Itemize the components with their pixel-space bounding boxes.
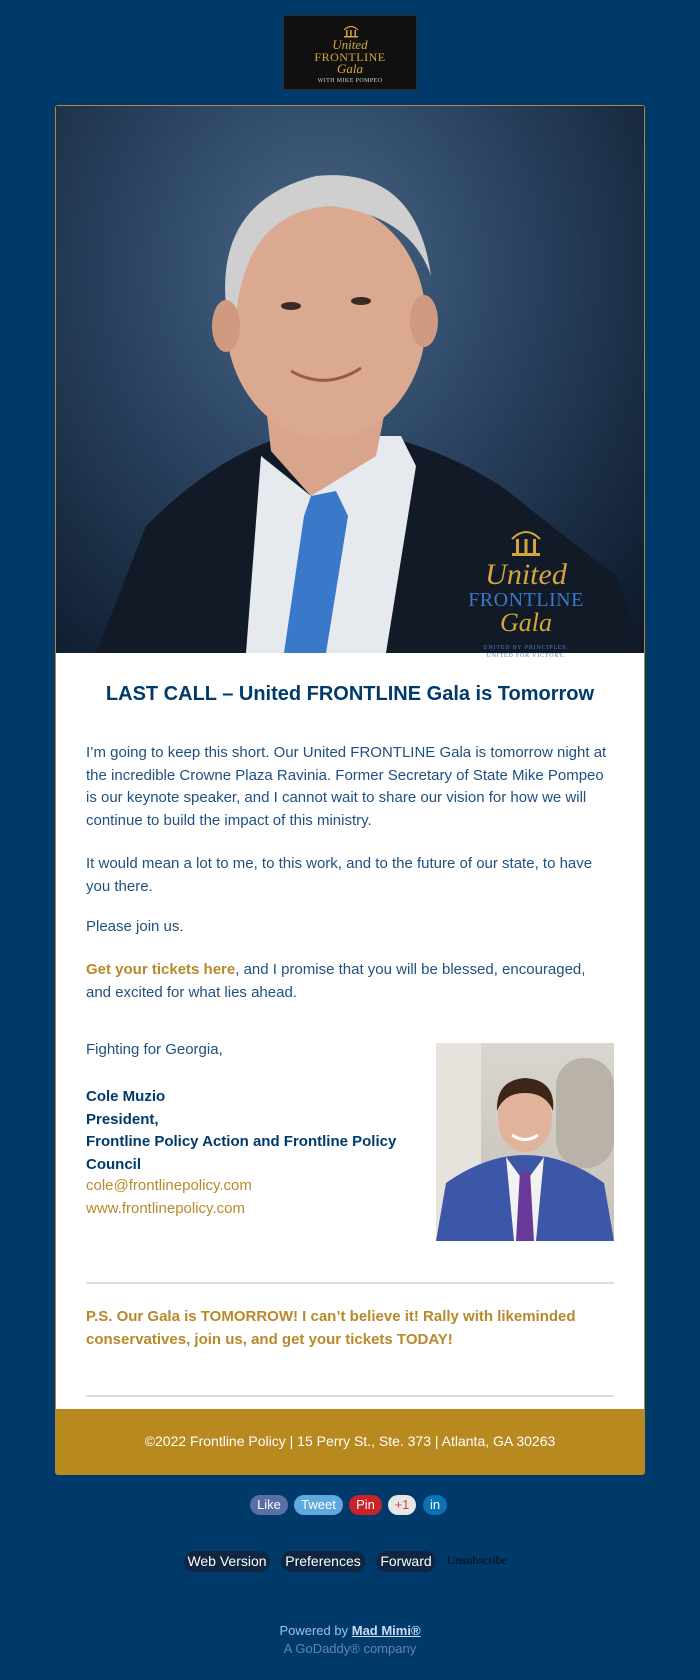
signature-title: President, xyxy=(86,1110,159,1128)
unsubscribe-link[interactable]: Unsubscribe xyxy=(447,1553,507,1567)
gala-logo[interactable] xyxy=(283,15,417,90)
tickets-link[interactable]: Get your tickets here xyxy=(86,961,236,978)
paragraph-tickets-rest: , and I promise that you will be blessed, encouraged, and excited for what lies ahead. xyxy=(86,961,586,1001)
signature-name: Cole Muzio xyxy=(86,1088,166,1105)
email-card xyxy=(55,105,645,1475)
badge-gala: Gala xyxy=(500,608,552,637)
pinterest-pin-button[interactable]: Pin xyxy=(349,1495,382,1515)
badge-united: United xyxy=(485,558,567,591)
linkedin-button[interactable]: in xyxy=(423,1495,447,1515)
logo-line-gala: Gala xyxy=(337,61,363,76)
logo-line-frontline: FRONTLINE xyxy=(314,50,386,64)
divider xyxy=(86,1282,614,1284)
gala-badge xyxy=(461,526,591,660)
hero-image xyxy=(56,106,644,659)
author-portrait xyxy=(436,1043,614,1241)
facebook-like-button[interactable]: Like xyxy=(250,1495,288,1515)
footer-address: ©2022 Frontline Policy | 15 Perry St., Ste. 373 | Atlanta, GA 30263 xyxy=(56,1409,644,1474)
postscript: P.S. Our Gala is TOMORROW! I can’t believe it! Rally with likeminded conservatives, join us, and get your tickets TODAY! xyxy=(86,1308,576,1348)
logo-line-united: United xyxy=(332,37,368,52)
paragraph-intro: I’m going to keep this short. Our United FRONTLINE Gala is tomorrow night at the incredible Crowne Plaza Ravinia. Former Secretary of State Mike Pompeo is our keynote speaker, and I cannot wait to share our vision for how we will continue to build the impact of this ministry. xyxy=(86,744,607,829)
email-headline: LAST CALL – United FRONTLINE Gala is Tomorrow xyxy=(105,683,595,705)
preferences-link[interactable]: Preferences xyxy=(281,1551,365,1572)
seal-icon xyxy=(343,24,359,38)
godaddy-tagline: A GoDaddy® company xyxy=(283,1641,417,1656)
signature-block xyxy=(86,1086,401,1176)
signature-org: Frontline Policy Action and Frontline Policy Council xyxy=(86,1133,397,1173)
divider xyxy=(86,1395,614,1397)
logo-line-subtitle: WITH MIKE POMPEO xyxy=(317,78,383,84)
mad-mimi-link[interactable]: Mad Mimi® xyxy=(351,1623,421,1638)
badge-frontline: FRONTLINE xyxy=(468,589,584,611)
web-version-link[interactable]: Web Version xyxy=(184,1551,270,1572)
signoff: Fighting for Georgia, xyxy=(86,1041,223,1058)
seal-icon xyxy=(509,526,543,560)
paragraph-please-join: Please join us. xyxy=(86,918,184,935)
badge-tagline-1: UNITED BY PRINCIPLES. xyxy=(483,645,569,651)
signature-website-link[interactable]: www.frontlinepolicy.com xyxy=(86,1199,245,1217)
badge-tagline-2: UNITED FOR VICTORY. xyxy=(486,653,566,659)
forward-link[interactable]: Forward xyxy=(376,1551,436,1572)
tweet-button[interactable]: Tweet xyxy=(294,1495,343,1515)
google-plus-button[interactable]: +1 xyxy=(388,1495,416,1515)
signature-email-link[interactable]: cole@frontlinepolicy.com xyxy=(86,1177,252,1194)
signature-contact xyxy=(86,1175,252,1220)
paragraph-mean-a-lot: It would mean a lot to me, to this work, and to the future of our state, to have you there. xyxy=(86,855,593,895)
signature-photo xyxy=(436,1043,614,1241)
paragraph-tickets xyxy=(86,959,611,1004)
powered-prefix: Powered by xyxy=(279,1623,349,1638)
powered-by xyxy=(0,1623,700,1638)
